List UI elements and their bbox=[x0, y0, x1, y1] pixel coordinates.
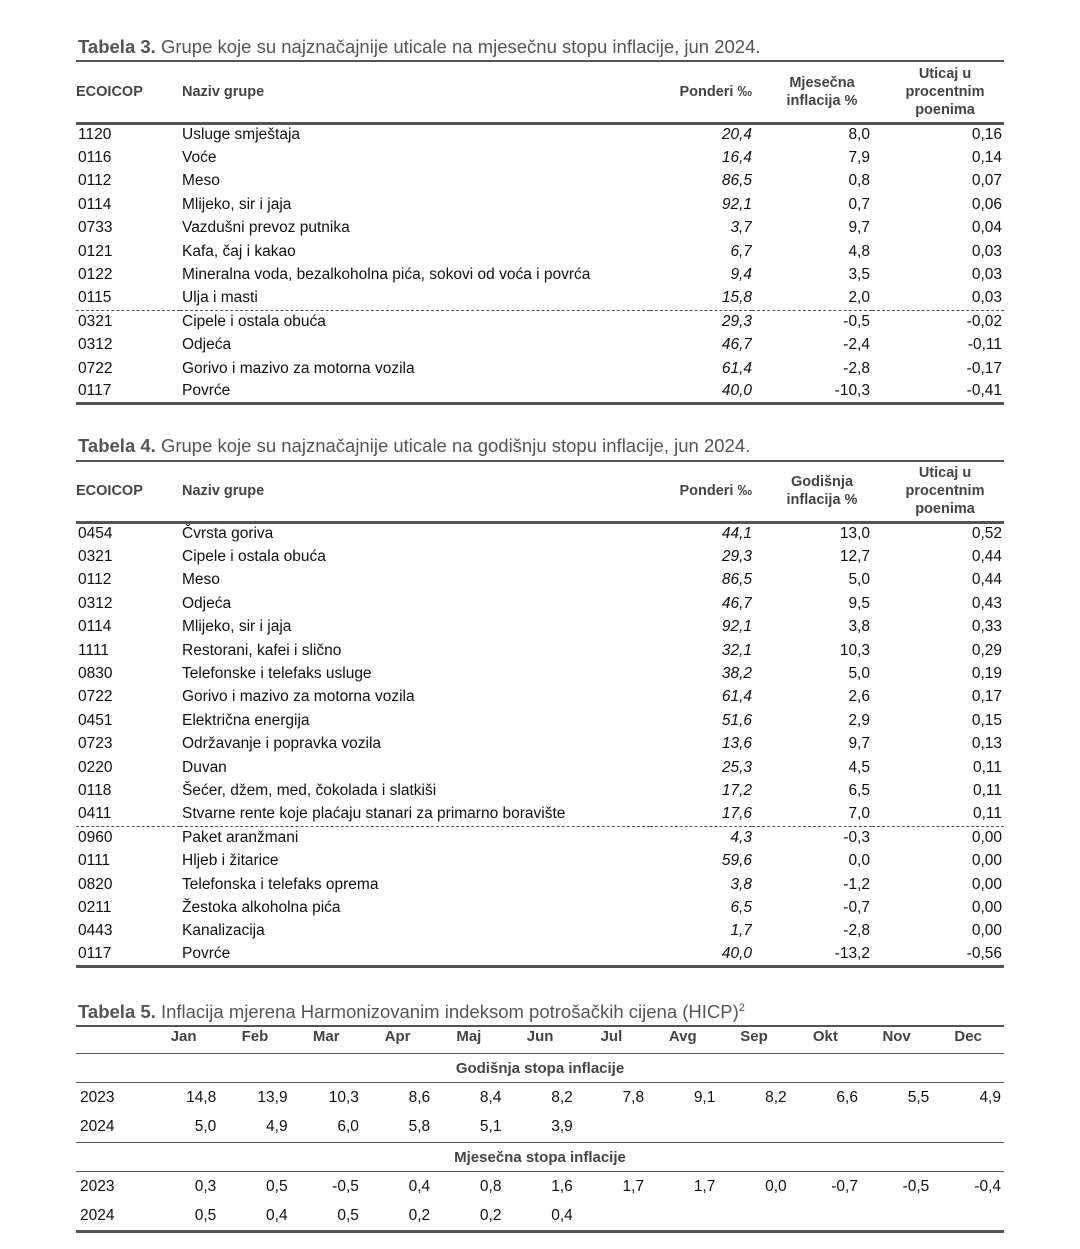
table4-rate-cell: 3,8 bbox=[848, 618, 870, 636]
table4-name-cell: Čvrsta goriva bbox=[182, 525, 274, 543]
table3-rate-cell: 2,0 bbox=[752, 287, 872, 310]
table5-value-cell: 1,6 bbox=[551, 1177, 573, 1195]
table3-header-row bbox=[76, 61, 1004, 123]
table3-impact-cell: 0,03 bbox=[971, 242, 1002, 260]
table5-value-cell: 0,5 bbox=[266, 1177, 288, 1195]
table5-year-cell: 2024 bbox=[80, 1118, 115, 1136]
table4-code-cell: 0830 bbox=[78, 665, 113, 683]
table5-data-row bbox=[76, 1113, 1004, 1143]
table5-value-cell: 0,4 bbox=[551, 1206, 573, 1224]
table3-name-cell: Mlijeko, sir i jaja bbox=[182, 195, 292, 213]
table5-value-cell: 8,6 bbox=[408, 1088, 431, 1106]
table3-header-impact-line3: poenima bbox=[915, 101, 975, 118]
table4-impact-cell: 0,33 bbox=[971, 618, 1002, 636]
table3-header-impact-line2: procentnim bbox=[905, 83, 985, 100]
table4-header-impact-line1: Uticaj u bbox=[918, 465, 972, 482]
table4-weight-cell: 44,1 bbox=[721, 525, 752, 543]
table5-value-cell: 0,0 bbox=[765, 1177, 787, 1195]
table4-name-cell: Telefonske i telefaks usluge bbox=[182, 665, 372, 683]
table3-rate-cell: 0,8 bbox=[848, 172, 870, 190]
table4 bbox=[76, 460, 1004, 968]
table5-value-cell: 6,0 bbox=[337, 1118, 359, 1136]
table5-month-header: Okt bbox=[812, 1028, 838, 1045]
table4-weight-cell: 32,1 bbox=[721, 641, 752, 659]
table3-name-cell: Povrće bbox=[180, 380, 650, 403]
table4-impact-cell: 0,19 bbox=[971, 665, 1002, 683]
table4-row bbox=[76, 639, 1004, 662]
table4-name-cell: Telefonska i telefaks oprema bbox=[182, 875, 379, 893]
table3-impact-cell: -0,11 bbox=[967, 336, 1002, 354]
table5-value-cell bbox=[790, 1202, 861, 1232]
table4-rate-cell: 0,0 bbox=[848, 852, 870, 870]
table3-rate-cell: -0,5 bbox=[843, 313, 870, 331]
table4-weight-cell: 6,5 bbox=[730, 898, 752, 916]
table4-row bbox=[76, 545, 1004, 568]
table4-weight-cell: 51,6 bbox=[721, 711, 752, 729]
table3-code-cell: 0122 bbox=[78, 266, 113, 284]
table5-month-header: Jan bbox=[170, 1028, 197, 1045]
table5-header-corner bbox=[76, 1026, 148, 1054]
table3-code-cell: 0121 bbox=[78, 242, 113, 260]
table5-value-cell bbox=[647, 1202, 718, 1232]
table4-header-row bbox=[76, 461, 1004, 522]
table4-rate-cell: 2,9 bbox=[848, 711, 870, 729]
table4-code-cell: 0112 bbox=[78, 571, 112, 589]
table4-header-impact bbox=[872, 461, 1004, 522]
table4-code-cell: 0454 bbox=[78, 525, 113, 543]
table5-value-cell: 5,5 bbox=[907, 1088, 930, 1106]
table5-value-cell: 13,9 bbox=[257, 1088, 288, 1106]
table5-month-header: Feb bbox=[241, 1028, 269, 1045]
table5-section-row bbox=[76, 1054, 1004, 1083]
table5-value-cell: 9,1 bbox=[693, 1088, 716, 1106]
table5-value-cell: 7,8 bbox=[622, 1088, 645, 1106]
table3-row bbox=[76, 263, 1004, 286]
table3-name-cell: Meso bbox=[182, 172, 220, 190]
table4-rate-cell: 5,0 bbox=[848, 665, 870, 683]
table5-value-cell bbox=[576, 1202, 647, 1232]
table5-value-cell: 0,8 bbox=[479, 1177, 502, 1195]
table3-row bbox=[76, 380, 1004, 403]
table3-rate-cell: 0,7 bbox=[848, 195, 870, 213]
table4-name-cell: Duvan bbox=[182, 758, 227, 776]
table4-weight-cell: 38,2 bbox=[721, 665, 752, 683]
table3-code-cell: 0112 bbox=[78, 172, 112, 190]
table4-row bbox=[76, 873, 1004, 896]
table4-code-cell: 0451 bbox=[78, 711, 113, 729]
table5-value-cell bbox=[576, 1113, 647, 1143]
table3-weight-cell: 6,7 bbox=[730, 242, 752, 260]
table4-row bbox=[76, 569, 1004, 592]
table4-code-cell: 0723 bbox=[78, 735, 113, 753]
table3-code-cell: 0117 bbox=[76, 380, 180, 403]
table3-row bbox=[76, 287, 1004, 310]
table4-name-cell: Održavanje i popravka vozila bbox=[182, 735, 382, 753]
table5-section-label: Godišnja stopa inflacije bbox=[455, 1059, 625, 1077]
table3-row bbox=[76, 193, 1004, 216]
table4-header-rate-line1: Godišnja bbox=[790, 474, 854, 491]
table5-value-cell: 1,7 bbox=[622, 1177, 645, 1195]
table3-rate-cell: -2,8 bbox=[843, 359, 870, 377]
table3-row bbox=[76, 123, 1004, 146]
table3-rate-cell: -10,3 bbox=[752, 380, 872, 403]
table4-name-cell: Mlijeko, sir i jaja bbox=[182, 618, 292, 636]
table4-code-cell: 0443 bbox=[78, 922, 113, 940]
table5-year-cell: 2023 bbox=[80, 1088, 115, 1106]
table4-impact-cell: 0,15 bbox=[971, 711, 1002, 729]
table4-code-cell: 0312 bbox=[78, 594, 113, 612]
table3-name-cell: Vazdušni prevoz putnika bbox=[182, 219, 350, 237]
table5-value-cell: 10,3 bbox=[328, 1088, 359, 1106]
table5-value-cell: 0,4 bbox=[408, 1177, 431, 1195]
table3-rate-cell: 7,9 bbox=[848, 149, 870, 167]
table4-header-name: Naziv grupe bbox=[182, 483, 265, 500]
table3-name-cell: Mineralna voda, bezalkoholna pića, sokovi od voća i povrća bbox=[182, 266, 591, 284]
table4-row bbox=[76, 826, 1004, 849]
table5-year-cell: 2023 bbox=[80, 1177, 115, 1195]
table4-code-cell: 0722 bbox=[78, 688, 113, 706]
table3-code-cell: 0733 bbox=[78, 219, 113, 237]
table5-body bbox=[76, 1026, 1004, 1232]
table5-value-cell: 5,1 bbox=[479, 1118, 502, 1136]
table3-caption-label: Tabela 3. bbox=[78, 36, 156, 57]
table5-value-cell: -0,5 bbox=[332, 1177, 359, 1195]
table3-rate-cell: 3,5 bbox=[848, 266, 870, 284]
table5-value-cell: -0,5 bbox=[902, 1177, 930, 1195]
table3-weight-cell: 20,4 bbox=[721, 126, 752, 144]
table4-weight-cell: 61,4 bbox=[721, 688, 752, 706]
table5-value-cell: -0,4 bbox=[974, 1177, 1001, 1195]
table5-month-header: Nov bbox=[882, 1028, 911, 1045]
table3-impact-cell: 0,04 bbox=[971, 219, 1002, 237]
table3-header-rate-line1: Mjesečna bbox=[789, 74, 855, 91]
table4-header-weight: Ponderi ‰ bbox=[679, 483, 752, 500]
table4-impact-cell: 0,00 bbox=[971, 875, 1002, 893]
table5-value-cell: 4,9 bbox=[266, 1118, 288, 1136]
table3-header-rate-line2: inflacija % bbox=[786, 92, 858, 109]
table4-code-cell: 0211 bbox=[78, 898, 112, 916]
table4-name-cell: Hljeb i žitarice bbox=[182, 852, 279, 870]
table4-impact-cell: -0,56 bbox=[872, 943, 1004, 966]
table4-code-cell: 0960 bbox=[78, 829, 113, 847]
table5-value-cell: 8,2 bbox=[765, 1088, 787, 1106]
table4-weight-cell: 92,1 bbox=[721, 618, 752, 636]
table3-weight-cell: 3,7 bbox=[730, 219, 752, 237]
table3-header-impact bbox=[872, 61, 1004, 123]
table4-header-rate bbox=[752, 461, 872, 522]
table5-month-header: Mar bbox=[312, 1028, 340, 1045]
table5-month-header: Jun bbox=[526, 1028, 554, 1045]
table3-header-name: Naziv grupe bbox=[182, 83, 265, 100]
table3-code-cell: 0312 bbox=[78, 336, 113, 354]
table5-value-cell: 0,5 bbox=[337, 1206, 359, 1224]
table4-name-cell: Restorani, kafei i slično bbox=[182, 641, 342, 659]
table3-header-impact-line1: Uticaj u bbox=[918, 65, 972, 82]
table5-value-cell bbox=[932, 1113, 1004, 1143]
table4-impact-cell: 0,44 bbox=[971, 571, 1002, 589]
table3-weight-cell: 61,4 bbox=[721, 359, 752, 377]
table5-value-cell bbox=[861, 1113, 932, 1143]
table4-caption bbox=[78, 435, 1003, 457]
table5-caption-label: Tabela 5. bbox=[78, 1001, 156, 1022]
table4-rate-cell: 7,0 bbox=[752, 803, 872, 826]
table4-weight-cell: 13,6 bbox=[721, 735, 752, 753]
table4-name-cell: Kanalizacija bbox=[182, 922, 265, 940]
table5-value-cell: 5,8 bbox=[408, 1118, 431, 1136]
table3-code-cell: 1120 bbox=[78, 126, 112, 144]
table4-rate-cell: -1,2 bbox=[843, 875, 870, 893]
table4-row bbox=[76, 616, 1004, 639]
table5-value-cell: 1,7 bbox=[693, 1177, 716, 1195]
table4-name-cell: Gorivo i mazivo za motorna vozila bbox=[182, 688, 415, 706]
table4-rate-cell: 13,0 bbox=[839, 525, 870, 543]
table5-value-cell: 6,6 bbox=[836, 1088, 858, 1106]
table5-section-label: Mjesečna stopa inflacije bbox=[454, 1148, 626, 1166]
table5-value-cell bbox=[718, 1202, 789, 1232]
table3-row bbox=[76, 334, 1004, 357]
table4-weight-cell: 59,6 bbox=[721, 852, 752, 870]
table4-name-cell: Žestoka alkoholna pića bbox=[182, 898, 341, 916]
table4-row bbox=[76, 733, 1004, 756]
table4-impact-cell: 0,00 bbox=[971, 898, 1002, 916]
table4-code-cell: 1111 bbox=[78, 641, 110, 659]
table4-code-cell: 0220 bbox=[78, 758, 113, 776]
table3-weight-cell: 86,5 bbox=[721, 172, 752, 190]
table3-rate-cell: -2,4 bbox=[843, 336, 870, 354]
table3-code-cell: 0114 bbox=[78, 195, 112, 213]
table3-row bbox=[76, 146, 1004, 169]
table3-impact-cell: -0,41 bbox=[872, 380, 1004, 403]
table4-impact-cell: 0,11 bbox=[972, 758, 1002, 776]
table3-weight-cell: 16,4 bbox=[721, 149, 752, 167]
table4-name-cell: Povrće bbox=[180, 943, 650, 966]
table3-weight-cell: 40,0 bbox=[650, 380, 752, 403]
table4-row bbox=[76, 686, 1004, 709]
table4-rate-cell: 12,7 bbox=[839, 548, 870, 566]
table4-name-cell: Cipele i ostala obuća bbox=[182, 548, 326, 566]
table5-value-cell: 0,3 bbox=[194, 1177, 217, 1195]
table3-body bbox=[76, 123, 1004, 404]
table4-weight-cell: 3,8 bbox=[730, 875, 752, 893]
table4-body bbox=[76, 522, 1004, 966]
table4-row bbox=[76, 803, 1004, 826]
table5-value-cell: 0,2 bbox=[479, 1206, 502, 1224]
table3-header-code: ECOICOP bbox=[76, 83, 143, 100]
table5-value-cell bbox=[932, 1202, 1004, 1232]
table4-rate-cell: -13,2 bbox=[752, 943, 872, 966]
table3-row bbox=[76, 310, 1004, 333]
table4-weight-cell: 4,3 bbox=[730, 829, 752, 847]
table3 bbox=[76, 60, 1004, 405]
table4-code-cell: 0118 bbox=[78, 781, 112, 799]
table3-code-cell: 0321 bbox=[78, 313, 113, 331]
table4-rate-cell: 2,6 bbox=[848, 688, 870, 706]
table3-impact-cell: -0,02 bbox=[966, 313, 1002, 331]
table3-code-cell: 0115 bbox=[76, 287, 180, 310]
table3-header-rate bbox=[752, 61, 872, 123]
table3-caption-text: Grupe koje su najznačajnije uticale na mjesečnu stopu inflacije, jun 2024. bbox=[155, 36, 761, 57]
table4-weight-cell: 46,7 bbox=[721, 594, 752, 612]
table4-impact-cell: 0,00 bbox=[971, 829, 1002, 847]
table3-name-cell: Usluge smještaja bbox=[182, 126, 301, 144]
table3-impact-cell: 0,03 bbox=[872, 287, 1004, 310]
table3-row bbox=[76, 357, 1004, 380]
table4-row bbox=[76, 849, 1004, 872]
table4-weight-cell: 40,0 bbox=[650, 943, 752, 966]
table5 bbox=[76, 1025, 1004, 1233]
table3-name-cell: Kafa, čaj i kakao bbox=[182, 242, 296, 260]
table4-row bbox=[76, 779, 1004, 802]
table3-rate-cell: 4,8 bbox=[848, 242, 870, 260]
table4-impact-cell: 0,44 bbox=[971, 548, 1002, 566]
table3-row bbox=[76, 217, 1004, 240]
table5-value-cell: 5,0 bbox=[194, 1118, 217, 1136]
table5-value-cell: 3,9 bbox=[551, 1118, 573, 1136]
table5-value-cell bbox=[790, 1113, 861, 1143]
table4-name-cell: Paket aranžmani bbox=[182, 829, 299, 847]
table3-row bbox=[76, 170, 1004, 193]
table5-value-cell: 8,2 bbox=[551, 1088, 573, 1106]
table4-weight-cell: 86,5 bbox=[721, 571, 752, 589]
table5-value-cell: 0,4 bbox=[266, 1206, 288, 1224]
table4-caption-label: Tabela 4. bbox=[78, 435, 156, 456]
table4-weight-cell: 1,7 bbox=[730, 922, 752, 940]
table5-value-cell: 14,8 bbox=[186, 1088, 217, 1106]
table5-caption-text: Inflacija mjerena Harmonizovanim indeksom potrošačkih cijena (HICP) bbox=[155, 1001, 739, 1022]
table4-impact-cell: 0,17 bbox=[971, 688, 1002, 706]
table4-code-cell: 0411 bbox=[76, 803, 180, 826]
table3-header-weight: Ponderi ‰ bbox=[679, 83, 752, 100]
table5-data-row bbox=[76, 1202, 1004, 1232]
table3-name-cell: Cipele i ostala obuća bbox=[182, 313, 326, 331]
table5-month-header: Maj bbox=[456, 1028, 482, 1045]
table4-code-cell: 0321 bbox=[78, 548, 113, 566]
table5-value-cell: -0,7 bbox=[831, 1177, 858, 1195]
table3-impact-cell: 0,16 bbox=[971, 126, 1002, 144]
table4-impact-cell: 0,00 bbox=[971, 852, 1002, 870]
table5-data-row bbox=[76, 1172, 1004, 1202]
table5-data-row bbox=[76, 1083, 1004, 1113]
table4-row bbox=[76, 522, 1004, 545]
table4-rate-cell: 9,5 bbox=[848, 594, 870, 612]
table5-month-header: Sep bbox=[740, 1028, 768, 1045]
table4-row bbox=[76, 896, 1004, 919]
table4-weight-cell: 25,3 bbox=[721, 758, 752, 776]
table3-impact-cell: 0,14 bbox=[971, 149, 1002, 167]
table3-code-cell: 0722 bbox=[78, 359, 113, 377]
table4-code-cell: 0820 bbox=[78, 875, 113, 893]
table5-month-header: Apr bbox=[384, 1028, 411, 1045]
table4-impact-cell: 0,43 bbox=[971, 594, 1002, 612]
table4-header-impact-line3: poenima bbox=[915, 501, 975, 518]
table4-rate-cell: 5,0 bbox=[848, 571, 870, 589]
table4-name-cell: Odjeća bbox=[182, 594, 232, 612]
table3-name-cell: Ulja i masti bbox=[180, 287, 650, 310]
table4-impact-cell: 0,11 bbox=[872, 803, 1004, 826]
table5-value-cell bbox=[861, 1202, 932, 1232]
table4-header-rate-line2: inflacija % bbox=[786, 492, 858, 509]
table4-name-cell: Meso bbox=[182, 571, 220, 589]
table5-value-cell: 0,5 bbox=[194, 1206, 217, 1224]
table4-rate-cell: 10,3 bbox=[839, 641, 870, 659]
table4-impact-cell: 0,29 bbox=[971, 641, 1002, 659]
table3-rate-cell: 9,7 bbox=[848, 219, 870, 237]
table4-weight-cell: 17,2 bbox=[721, 781, 752, 799]
table3-impact-cell: 0,06 bbox=[971, 195, 1002, 213]
table4-code-cell: 0117 bbox=[76, 943, 180, 966]
table5-month-header: Avg bbox=[668, 1028, 697, 1045]
table4-rate-cell: 6,5 bbox=[848, 781, 870, 799]
table4-header-impact-line2: procentnim bbox=[905, 483, 985, 500]
table3-weight-cell: 92,1 bbox=[721, 195, 752, 213]
table3-weight-cell: 9,4 bbox=[730, 266, 752, 284]
table3-impact-cell: 0,07 bbox=[971, 172, 1002, 190]
table5-month-header: Jul bbox=[600, 1028, 623, 1045]
table4-code-cell: 0114 bbox=[78, 618, 112, 636]
table4-row bbox=[76, 756, 1004, 779]
table3-name-cell: Odjeća bbox=[182, 336, 232, 354]
table5-caption bbox=[78, 1001, 1003, 1023]
table4-rate-cell: 4,5 bbox=[848, 758, 870, 776]
table3-row bbox=[76, 240, 1004, 263]
table4-rate-cell: -0,7 bbox=[843, 898, 870, 916]
table3-name-cell: Voće bbox=[182, 149, 217, 167]
table3-name-cell: Gorivo i mazivo za motorna vozila bbox=[182, 359, 415, 377]
table4-impact-cell: 0,52 bbox=[971, 525, 1002, 543]
table4-impact-cell: 0,11 bbox=[972, 781, 1002, 799]
table4-row bbox=[76, 920, 1004, 943]
table4-rate-cell: -2,8 bbox=[843, 922, 870, 940]
table4-header-code: ECOICOP bbox=[76, 483, 143, 500]
table3-weight-cell: 15,8 bbox=[650, 287, 752, 310]
table4-impact-cell: 0,13 bbox=[971, 735, 1002, 753]
table4-row bbox=[76, 709, 1004, 732]
table5-caption-footnote: 2 bbox=[738, 1001, 745, 1014]
table3-weight-cell: 46,7 bbox=[721, 336, 752, 354]
table5-header-row bbox=[76, 1026, 1004, 1054]
table5-value-cell: 0,2 bbox=[408, 1206, 431, 1224]
table4-rate-cell: -0,3 bbox=[843, 829, 870, 847]
table5-month-header: Dec bbox=[954, 1028, 982, 1045]
table5-year-cell: 2024 bbox=[80, 1206, 115, 1224]
table5-value-cell bbox=[647, 1113, 718, 1143]
table3-impact-cell: 0,03 bbox=[971, 266, 1002, 284]
table4-name-cell: Električna energija bbox=[182, 711, 310, 729]
table4-weight-cell: 29,3 bbox=[721, 548, 752, 566]
table3-rate-cell: 8,0 bbox=[848, 126, 870, 144]
table4-code-cell: 0111 bbox=[78, 852, 111, 870]
table4-name-cell: Stvarne rente koje plaćaju stanari za primarno boravište bbox=[180, 803, 650, 826]
table3-code-cell: 0116 bbox=[78, 149, 112, 167]
table5-section-row bbox=[76, 1143, 1004, 1172]
table3-impact-cell: -0,17 bbox=[966, 359, 1002, 377]
table4-impact-cell: 0,00 bbox=[971, 922, 1002, 940]
table4-row bbox=[76, 662, 1004, 685]
table4-name-cell: Šećer, džem, med, čokolada i slatkiši bbox=[182, 781, 437, 799]
table4-weight-cell: 17,6 bbox=[650, 803, 752, 826]
table3-caption bbox=[78, 36, 1003, 58]
table5-value-cell bbox=[718, 1113, 789, 1143]
table5-value-cell: 8,4 bbox=[479, 1088, 502, 1106]
table4-row bbox=[76, 592, 1004, 615]
table4-rate-cell: 9,7 bbox=[848, 735, 870, 753]
table4-row bbox=[76, 943, 1004, 966]
table5-value-cell: 4,9 bbox=[979, 1088, 1001, 1106]
table4-caption-text: Grupe koje su najznačajnije uticale na godišnju stopu inflacije, jun 2024. bbox=[155, 435, 751, 456]
table3-weight-cell: 29,3 bbox=[721, 313, 752, 331]
